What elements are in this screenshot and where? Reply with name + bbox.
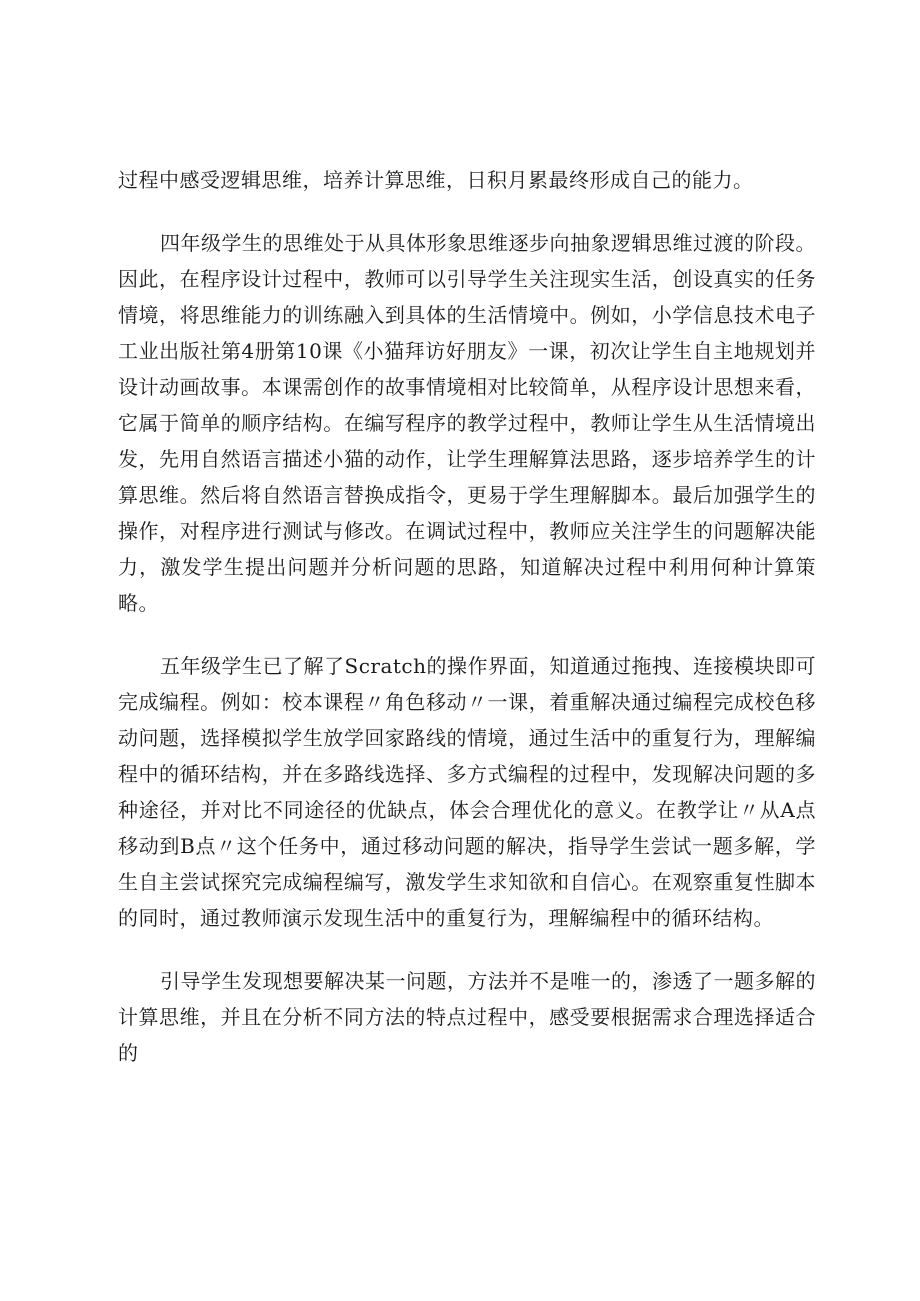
paragraph-guide-students: 引导学生发现想要解决某一问题，方法并不是唯一的，渗透了一题多解的计算思维，并且在分析不同方法的特点过程中，感受要根据需求合理选择适合的: [118, 969, 816, 1065]
paragraph-continuation: 过程中感受逻辑思维，培养计算思维，日积月累最终形成自己的能力。: [118, 168, 754, 192]
paragraph-grade-four: 四年级学生的思维处于从具体形象思维逐步向抽象逻辑思维过渡的阶段。因此，在程序设计过程中，教师可以引导学生关注现实生活，创设真实的任务情境，将思维能力的训练融入到具体的生活情境中。例如，小学信息技术电子工业出版社第4册第10课《小猫拜访好朋友》一课，初次让学生自主地规划并设计动画故事。本课需创作的故事情境相对比较简单，从程序设计思想来看，它属于简单的顺序结构。在编写程序的教学过程中，教师让学生从生活情境出发，先用自然语言描述小猫的动作，让学生理解算法思路，逐步培养学生的计算思维。然后将自然语言替换成指令，更易于学生理解脚本。最后加强学生的操作，对程序进行测试与修改。在调试过程中，教师应关注学生的问题解决能力，激发学生提出问题并分析问题的思路，知道解决过程中利用何种计算策略。: [118, 231, 816, 615]
document-body: [118, 162, 816, 1098]
paragraph-grade-five: 五年级学生已了解了Scratch的操作界面，知道通过拖拽、连接模块即可完成编程。例如：校本课程〃角色移动〃一课，着重解决通过编程完成校色移动问题，选择模拟学生放学回家路线的情境，通过生活中的重复行为，理解编程中的循环结构，并在多路线选择、多方式编程的过程中，发现解决问题的多种途径，并对比不同途径的优缺点，体会合理优化的意义。在教学让〃从A点移动到B点〃这个任务中，通过移动问题的解决，指导学生尝试一题多解，学生自主尝试探究完成编程编写，激发学生求知欲和自信心。在观察重复性脚本的同时，通过教师演示发现生活中的重复行为，理解编程中的循环结构。: [118, 654, 817, 930]
